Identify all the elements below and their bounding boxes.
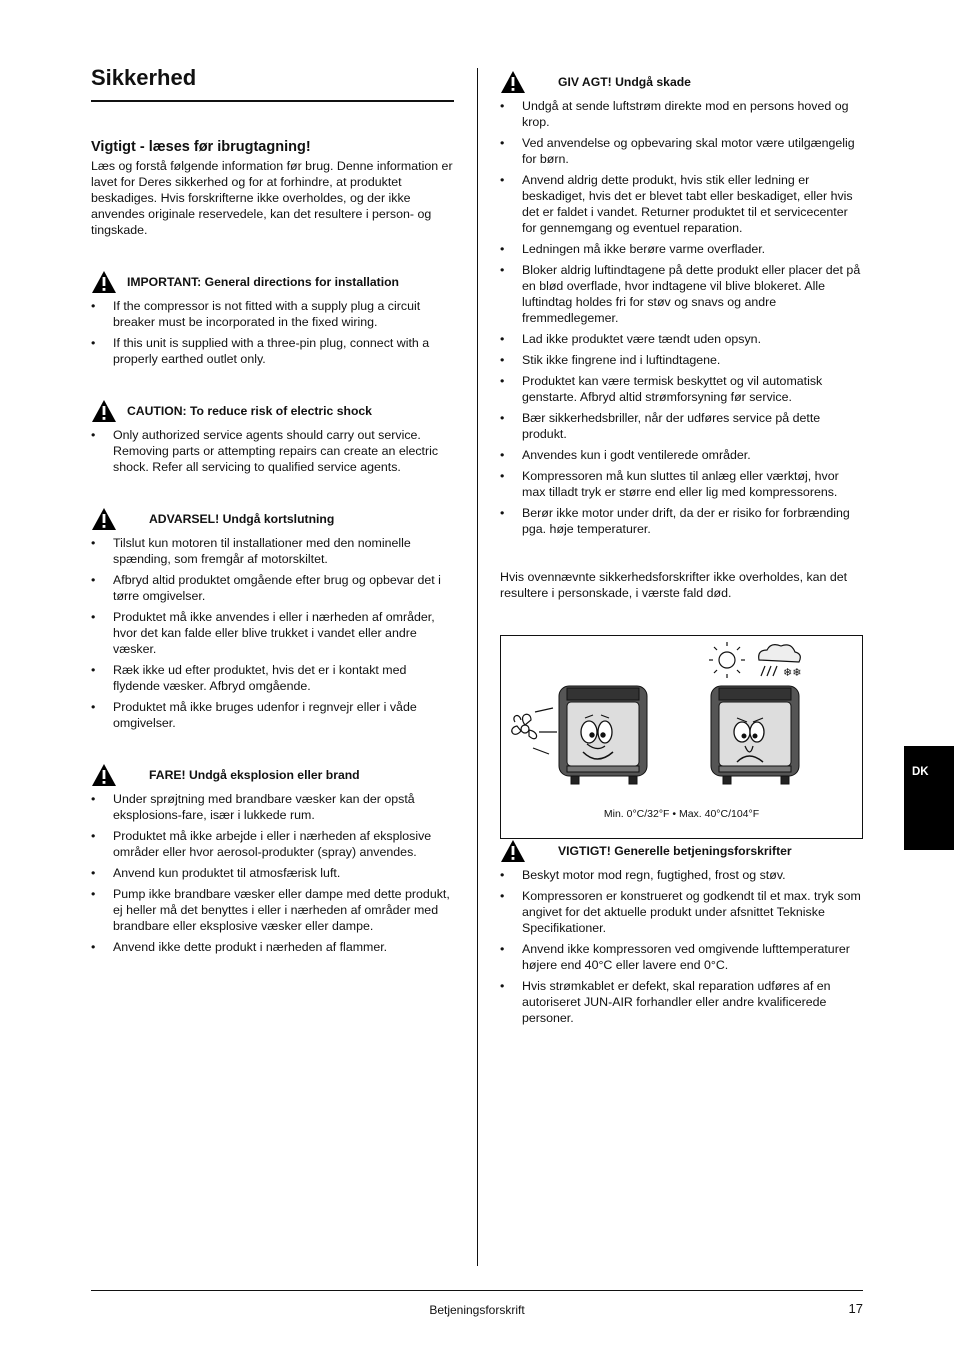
svg-text:❄❄: ❄❄: [783, 666, 802, 679]
list-item: • Kompressoren må kun sluttes til anlæg eller værktøj, hvor max tilladt tryk er større end eller lig med kompressorens.: [500, 468, 863, 500]
compressor-happy: [559, 686, 647, 784]
warning-triangle-icon: [500, 839, 526, 863]
list-item: • Kompressoren er konstrueret og godkendt til et max. tryk som angivet for det aktuelle produkt under afsnittet Tekniske Specifikationer.: [500, 888, 863, 936]
list-item: • Hvis strømkablet er defekt, skal reparation udføres af en autoriseret JUN-AIR forhandler eller andre kvalificerede personer.: [500, 978, 863, 1026]
warning-triangle-icon: [500, 70, 526, 94]
bullet-list-vigtigt: [500, 867, 863, 1026]
list-item: • Afbryd altid produktet omgående efter brug og opbevar det i tørre omgivelser.: [91, 572, 454, 604]
warning-heading-caution: [91, 399, 454, 423]
list-item: • Pump ikke brandbare væsker eller dampe med dette produkt, ej heller må det benyttes i eller i nærheden af områder med brandbare eller eksplosive væsker eller dampe.: [91, 886, 454, 934]
list-item: • Tilslut kun motoren til installationer med den nominelle spænding, som fremgår af motorskiltet.: [91, 535, 454, 567]
section-heading: ADVARSEL! Undgå kortslutning: [149, 512, 335, 526]
list-item: • If this unit is supplied with a three-pin plug, connect with a properly earthed outlet only.: [91, 335, 454, 367]
list-item: • Anvend ikke dette produkt i nærheden af flammer.: [91, 939, 454, 955]
warning-triangle-icon: [91, 399, 117, 423]
list-item: • Beskyt motor mod regn, fugtighed, frost og støv.: [500, 867, 863, 883]
list-item: • Ledningen må ikke berøre varme overflader.: [500, 241, 863, 257]
list-item: • Lad ikke produktet være tændt uden opsyn.: [500, 331, 863, 347]
list-item: • Bær sikkerhedsbriller, når der udføres service på dette produkt.: [500, 410, 863, 442]
warning-heading-vigtigt: [500, 839, 863, 863]
list-item: • Bloker aldrig luftindtagene på dette produkt eller placer det på en blød overflade, hvor indtagene vil blive blokeret. Alle luftindtag holdes fri for støv og snavs og andre fremmedlegemer.: [500, 262, 863, 326]
column-divider: [477, 68, 478, 1266]
list-item: • Anvend ikke kompressoren ved omgivende lufttemperaturer højere end 40°C eller lavere end 0°C.: [500, 941, 863, 973]
section-heading: GIV AGT! Undgå skade: [558, 75, 691, 89]
list-item: • Under sprøjtning med brandbare væsker kan der opstå eksplosions-fare, især i lukkede rum.: [91, 791, 454, 823]
compressor-sad: [711, 686, 799, 784]
title-divider: [91, 100, 454, 102]
bullet-list-caution: [91, 427, 454, 475]
list-item: • Berør ikke motor under drift, da der er risiko for forbrænding pga. høje temperaturer.: [500, 505, 863, 537]
list-item: • Ved anvendelse og opbevaring skal motor være utilgængelig for børn.: [500, 135, 863, 167]
section-heading: CAUTION: To reduce risk of electric shock: [127, 404, 372, 418]
right-column: [500, 70, 863, 1031]
list-item: • Produktet må ikke arbejde i eller i nærheden af eksplosive områder eller hvor aerosol-produkter (spray) anvendes.: [91, 828, 454, 860]
warning-heading-fare: [91, 763, 454, 787]
list-item: • Only authorized service agents should carry out service. Removing parts or attempting repairs can create an electric shock. Refer all servicing to qualified service agents.: [91, 427, 454, 475]
fan-icon: [512, 708, 557, 754]
rain-snow-cloud-icon: [759, 645, 802, 679]
list-item: • Undgå at sende luftstrøm direkte mod en persons hoved og krop.: [500, 98, 863, 130]
warning-triangle-icon: [91, 270, 117, 294]
figure-caption: Min. 0°C/32°F • Max. 40°C/104°F: [603, 808, 760, 820]
warning-heading-giv-agt: [500, 70, 863, 94]
list-item: • Produktet må ikke bruges udenfor i regnvejr eller i våde omgivelser.: [91, 699, 454, 731]
list-item: • Anvend aldrig dette produkt, hvis stik eller ledning er beskadiget, hvis det er blevet tabt eller beskadiget, eller hvis det er faldet i vandet. Returner produktet til et servicecenter for gennemgang og eventuel reparation.: [500, 172, 863, 236]
list-item: • Stik ikke fingrene ind i luftindtagene.: [500, 352, 863, 368]
page-number: 17: [848, 1301, 863, 1316]
bullet-list-advarsel: [91, 535, 454, 731]
bullet-list-important: [91, 298, 454, 367]
footer-title: Betjeningsforskrift: [429, 1303, 525, 1317]
list-item: • Anvendes kun i godt ventilerede områder.: [500, 447, 863, 463]
section-heading: VIGTIGT! Generelle betjeningsforskrifter: [558, 844, 792, 858]
bullet-list-fare: [91, 791, 454, 955]
left-column: [91, 60, 454, 960]
intro-text: Læs og forstå følgende information før brug. Denne information er lavet for Deres sikkerhed og for at forhindre, at produktet beskadiges. Hvis forskrifterne ikke overholdes, og der ikke anvendes originale reservedele, kan det resultere i person- og tingskade.: [91, 159, 453, 237]
language-tab-label: DK: [912, 766, 929, 778]
warning-triangle-icon: [91, 763, 117, 787]
language-tab: [904, 746, 954, 850]
list-item: • If the compressor is not fitted with a supply plug a circuit breaker must be incorporated in the fixed wiring.: [91, 298, 454, 330]
list-item: • Anvend kun produktet til atmosfærisk luft.: [91, 865, 454, 881]
warning-heading-important: [91, 270, 454, 294]
footer-divider: [91, 1290, 863, 1291]
section-heading: FARE! Undgå eksplosion eller brand: [149, 768, 360, 782]
vigtigt-section: [500, 839, 863, 1026]
list-item: • Produktet kan være termisk beskyttet og vil automatisk genstarte. Afbryd altid strømforsyning før service.: [500, 373, 863, 405]
warning-triangle-icon: [91, 507, 117, 531]
sun-icon: [709, 642, 745, 678]
list-item: • Ræk ikke ud efter produktet, hvis det er i kontakt med flydende væsker. Afbryd omgående.: [91, 662, 454, 694]
temperature-figure: [500, 635, 863, 839]
intro-heading: Vigtigt - læses før ibrugtagning!: [91, 139, 311, 155]
section-heading: IMPORTANT: General directions for installation: [127, 275, 399, 289]
list-item: • Produktet må ikke anvendes i eller i nærheden af områder, hvor det kan falde eller blive trukket i vandet eller andre væsker.: [91, 609, 454, 657]
summary-text: Hvis ovennævnte sikkerhedsforskrifter ikke overholdes, kan det resultere i personskade, i værste fald død.: [500, 570, 848, 600]
warning-heading-advarsel: [91, 507, 454, 531]
bullet-list-giv-agt: [500, 98, 863, 537]
page-title: Sikkerhed: [91, 65, 197, 90]
